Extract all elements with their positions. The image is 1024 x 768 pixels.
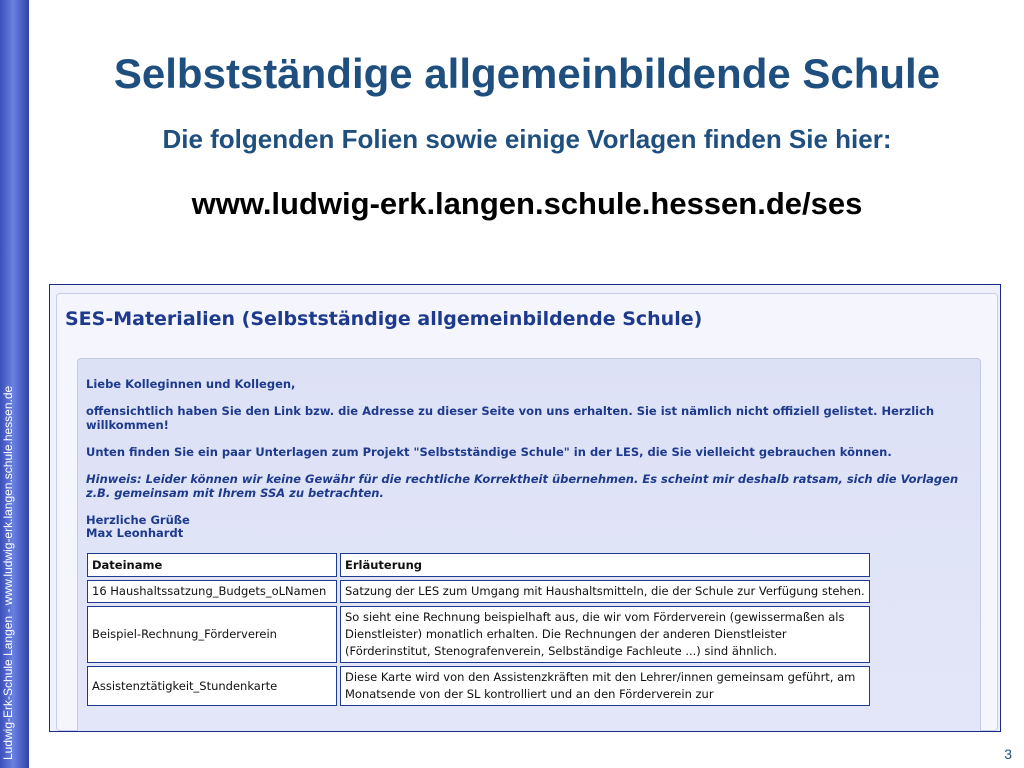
- page-number: 3: [1004, 746, 1012, 762]
- column-header-filename: Dateiname: [87, 553, 337, 577]
- screenshot-page: [56, 293, 998, 731]
- table-row: [87, 606, 870, 663]
- files-table: [84, 550, 873, 709]
- file-link[interactable]: 16 Haushaltssatzung_Budgets_oLNamen: [87, 580, 337, 603]
- sidebar-strip: [0, 0, 29, 768]
- table-row: [87, 666, 870, 706]
- website-screenshot: [49, 284, 1001, 732]
- content-panel: [77, 358, 981, 732]
- slide-subtitle: Die folgenden Folien sowie einige Vorlagen finden Sie hier:: [162, 124, 892, 154]
- screenshot-heading: SES-Materialien (Selbstständige allgemeinbildende Schule): [65, 308, 703, 330]
- table-row: [87, 580, 870, 603]
- greeting-text: Liebe Kolleginnen und Kollegen,: [86, 377, 296, 391]
- file-description: Diese Karte wird von den Assistenzkräften mit den Lehrer/innen gemeinsam geführt, am Monatsende von der SL kontrolliert und an den Förderverein zur: [340, 666, 870, 706]
- column-header-description: Erläuterung: [340, 553, 870, 577]
- intro-paragraph: offensichtlich haben Sie den Link bzw. die Adresse zu dieser Seite von uns erhalten. Sie ist nämlich nicht offiziell gelistet. Herzlich willkommen!: [86, 404, 935, 432]
- closing-text: Herzliche Grüße: [86, 513, 190, 527]
- file-description: So sieht eine Rechnung beispielhaft aus, die wir vom Förderverein (gewissermaßen als Dienstleister) monatlich erhalten. Die Rechnungen der anderen Dienstleister (Förderinstitut, Stenografenverein, Selbständige Fachleute ...) sind ähnlich.: [340, 606, 870, 663]
- table-header-row: [87, 553, 870, 577]
- slide-url: www.ludwig-erk.langen.schule.hessen.de/ses: [191, 186, 863, 221]
- file-description: Satzung der LES zum Umgang mit Haushaltsmitteln, die der Schule zur Verfügung stehen.: [340, 580, 870, 603]
- signature-text: Max Leonhardt: [86, 526, 184, 540]
- file-link[interactable]: Beispiel-Rechnung_Förderverein: [87, 606, 337, 663]
- slide-title: Selbstständige allgemeinbildende Schule: [113, 50, 941, 97]
- hint-paragraph: Hinweis: Leider können wir keine Gewähr für die rechtliche Korrektheit übernehmen. Es scheint mir deshalb ratsam, sich die Vorlagen z.B. gemeinsam mit Ihrem SSA zu betrachten.: [86, 472, 959, 500]
- file-link[interactable]: Assistenztätigkeit_Stundenkarte: [87, 666, 337, 706]
- sidebar-footer-text: Ludwig-Erk-Schule Langen - www.ludwig-erk.langen.schule.hessen.de: [1, 385, 15, 760]
- materials-paragraph: Unten finden Sie ein paar Unterlagen zum Projekt "Selbstständige Schule" in der LES, die Sie vielleicht gebrauchen können.: [86, 445, 892, 459]
